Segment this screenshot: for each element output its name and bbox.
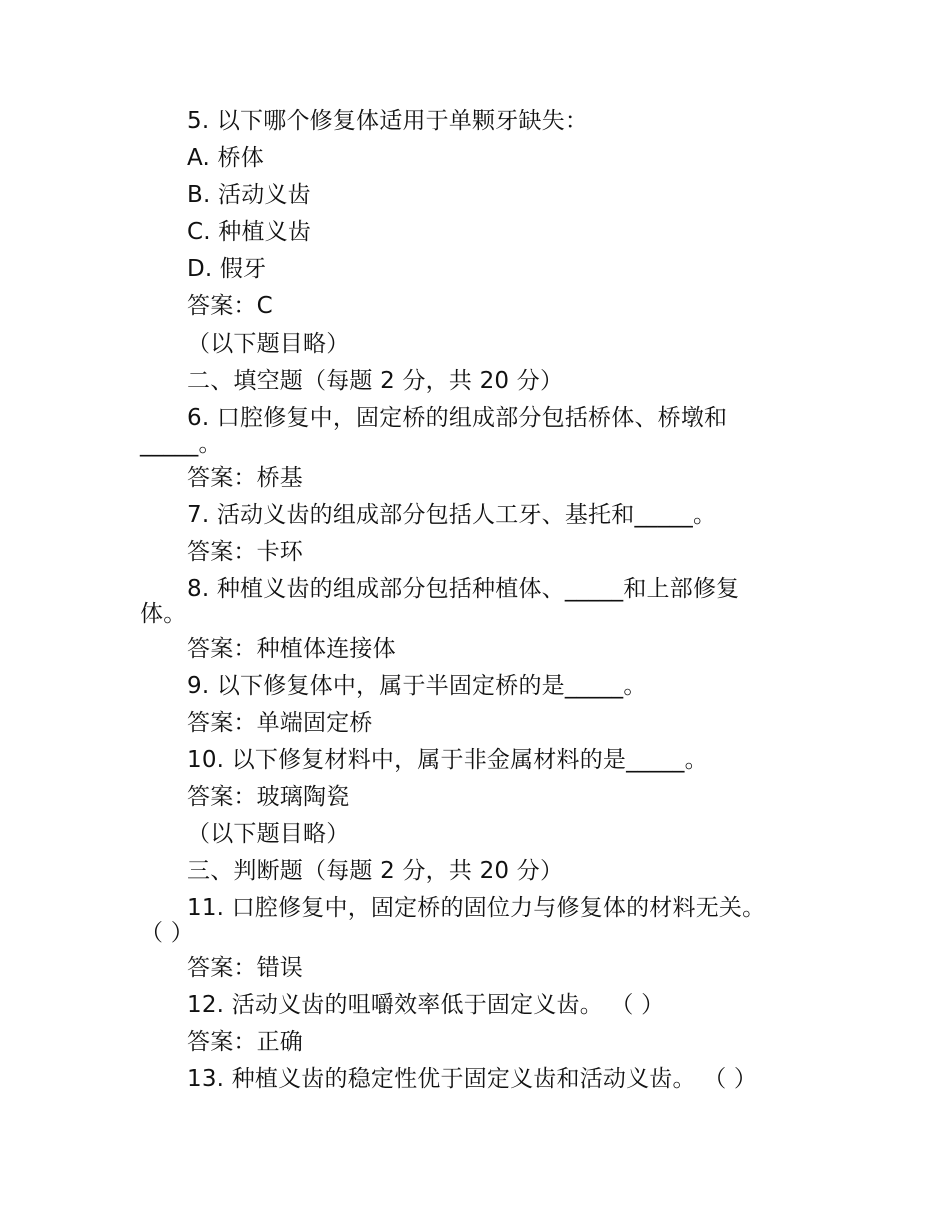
question-6-continued: _____。 xyxy=(140,431,222,457)
question-5-text: 5. 以下哪个修复体适用于单颗牙缺失： xyxy=(187,108,589,134)
section-3-heading: 三、判断题（每题 2 分，共 20 分） xyxy=(187,858,564,884)
question-6-text: 6. 口腔修复中，固定桥的组成部分包括桥体、桥墩和 xyxy=(187,405,728,431)
answer-11: 答案：错误 xyxy=(187,955,303,981)
answer-8: 答案：种植体连接体 xyxy=(187,636,396,662)
omitted-note-2: （以下题目略） xyxy=(187,821,350,847)
answer-9: 答案：单端固定桥 xyxy=(187,710,373,736)
question-10-text: 10. 以下修复材料中，属于非金属材料的是_____。 xyxy=(187,747,708,773)
option-b: B. 活动义齿 xyxy=(187,182,311,208)
omitted-note-1: （以下题目略） xyxy=(187,331,350,357)
question-11-text: 11. 口腔修复中，固定桥的固位力与修复体的材料无关。 xyxy=(187,895,766,921)
question-12-text: 12. 活动义齿的咀嚼效率低于固定义齿。 （ ） xyxy=(187,992,665,1018)
question-9-text: 9. 以下修复体中，属于半固定桥的是_____。 xyxy=(187,673,647,699)
answer-12: 答案：正确 xyxy=(187,1029,303,1055)
answer-10: 答案：玻璃陶瓷 xyxy=(187,784,350,810)
question-8-continued: 体。 xyxy=(140,601,187,627)
answer-6: 答案：桥基 xyxy=(187,465,303,491)
question-13-text: 13. 种植义齿的稳定性优于固定义齿和活动义齿。 （ ） xyxy=(187,1066,758,1092)
option-a: A. 桥体 xyxy=(187,145,264,171)
question-11-continued: （ ） xyxy=(140,920,194,946)
section-2-heading: 二、填空题（每题 2 分，共 20 分） xyxy=(187,368,564,394)
answer-7: 答案：卡环 xyxy=(187,539,303,565)
question-7-text: 7. 活动义齿的组成部分包括人工牙、基托和_____。 xyxy=(187,502,717,528)
option-c: C. 种植义齿 xyxy=(187,219,312,245)
answer-5: 答案：C xyxy=(187,293,273,319)
question-8-text: 8. 种植义齿的组成部分包括种植体、_____和上部修复 xyxy=(187,576,740,602)
option-d: D. 假牙 xyxy=(187,256,267,282)
